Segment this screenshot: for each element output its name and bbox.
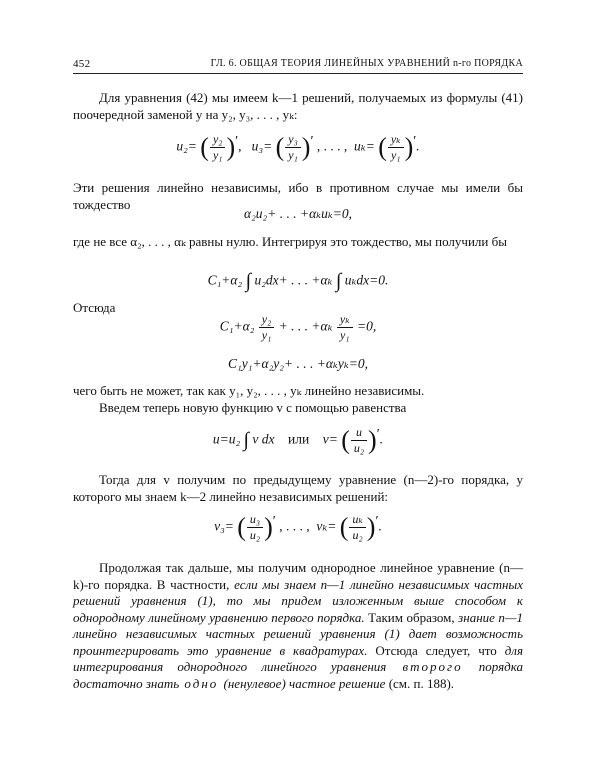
integral-sign-icon: ∫ — [335, 270, 342, 292]
equation-v-definition: u=u₂ ∫ v dx или v= ( $\frac{u}{\text{u₂}}$ )′. — [212, 425, 384, 455]
paragraph-5: чего быть не может, так как y₁, y₂, . . . , yₖ линейно независимы. — [73, 383, 425, 398]
fraction-y3-y1: $\frac{\text{y₃}}{\text{y₁}}$ — [285, 132, 301, 163]
paragraph-1: Для уравнения (42) мы имеем k—1 решений, получаемых из формулы (41) поочередной заменой y на y₂, y₃, . . . , yₖ: — [73, 90, 523, 122]
paragraph-2: Эти решения линейно независимы, ибо в противном случае мы имели бы тождество — [73, 180, 523, 212]
paragraph-6: Введем теперь новую функцию v с помощью равенства — [99, 400, 407, 415]
fraction-y2-y1: $\frac{\text{y₂}}{\text{y₁}}$ — [210, 132, 226, 163]
equation-v-solutions: v₃= ( $\frac{\text{u₃}}{\text{u₂}}$ )′ , . . . , vₖ= ( $\frac{\text{uₖ}}{\text{u₂}}$ )′. — [214, 512, 382, 542]
eq-u3-lhs: u₃= — [251, 138, 273, 154]
fraction-yk-y1: $\frac{\text{yₖ}}{\text{y₁}}$ — [337, 312, 353, 343]
integral-sign-icon: ∫ — [245, 270, 252, 292]
paragraph-8: Продолжая так дальше, мы получим однородное линейное уравнение (n—k)-го порядка. В частности, если мы знаем n—1 линейно независимых частных решений уравнения (1), то мы придем изложенным выше способом к однородному линейному уравнению первого порядка. Таким образом, знание n—1 линейно независимых частных решений уравнения (1) дает возможность проинтегрировать это уравнение в квадратурах. Отсюда следует, что для интегрирования однородного линейного уравнения второго порядка достаточно знать одно (ненулевое) частное решение (см. п. 188). — [73, 560, 523, 691]
paragraph-7: Тогда для v получим по предыдущему уравнение (n—2)-го порядка, у которого мы знаем k—2 линейно независимых решений: — [73, 472, 523, 504]
page-number: 452 — [73, 58, 91, 70]
equation-integral: C₁+α₂ ∫ u₂dx+ . . . +αₖ ∫ uₖdx=0. — [207, 270, 389, 292]
integral-sign-icon: ∫ — [243, 429, 250, 451]
equation-linear-combo: C₁y₁+α₂y₂+ . . . +αₖyₖ=0, — [228, 356, 368, 371]
equation-identity: α₂u₂+ . . . +αₖuₖ=0, — [244, 206, 352, 221]
equation-fraction-sum: C₁+α₂ $\frac{\text{y₂}}{\text{y₁}}$ + . . . +αₖ $\frac{\text{yₖ}}{\text{y₁}}$ =0, — [219, 312, 377, 342]
eq-uk-lhs: uₖ= — [354, 138, 375, 154]
running-head: ГЛ. 6. ОБЩАЯ ТЕОРИЯ ЛИНЕЙНЫХ УРАВНЕНИЙ n-го ПОРЯДКА — [210, 58, 523, 69]
page-header — [73, 58, 523, 74]
fraction-y2-y1: $\frac{\text{y₂}}{\text{y₁}}$ — [259, 312, 275, 343]
fraction-yk-y1: $\frac{\text{yₖ}}{\text{y₁}}$ — [388, 132, 404, 163]
paragraph-3: где не все α₂, . . . , αₖ равны нулю. Интегрируя это тождество, мы получили бы — [73, 234, 507, 249]
fraction-uk-u2: $\frac{\text{uₖ}}{\text{u₂}}$ — [349, 512, 365, 543]
eq-dots: , . . . , — [316, 138, 348, 154]
eq-u2-lhs: u₂= — [176, 138, 197, 154]
equation-u-solutions: u₂= ( $\frac{\text{y₂}}{\text{y₁}}$ )′, u₃= ( $\frac{\text{y₃}}{\text{y₁}}$ )′ , . . . , uₖ= ( $\frac{\text{yₖ}}{\text{y₁}}$ )′. — [176, 132, 420, 162]
paragraph-4: Отсюда — [73, 300, 116, 315]
fraction-u3-u2: $\frac{\text{u₃}}{\text{u₂}}$ — [247, 512, 263, 543]
fraction-u-u2: $\frac{u}{\text{u₂}}$ — [351, 425, 367, 456]
